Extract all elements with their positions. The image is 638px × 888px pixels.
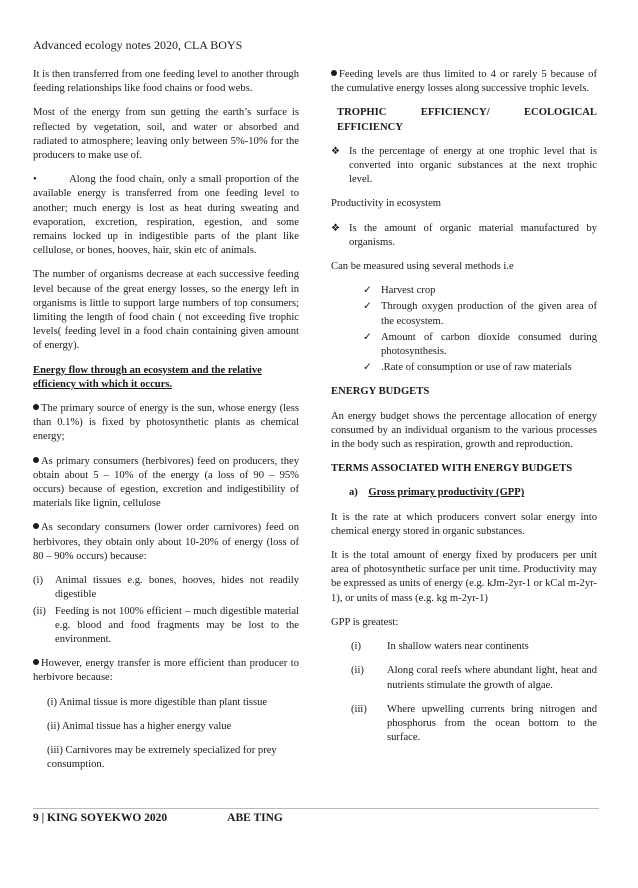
list-item (33, 574, 299, 602)
bullet-dot (33, 404, 39, 410)
list-item: (i) Animal tissue is more digestible than plant tissue (47, 696, 268, 708)
paragraph (33, 521, 299, 564)
paragraph: It is the rate at which producers convert solar energy into chemical energy stored in organic substances. (331, 511, 597, 537)
paragraph-text: The primary source of energy is the sun, whose energy (less than 0.1%) is fixed by photosynthetic plants as chemical energy; (33, 403, 299, 443)
list-text: Where upwelling currents bring nitrogen and phosphorus from the ocean bottom to the surface. (387, 703, 597, 744)
list-item (331, 222, 597, 250)
bullet-dot (33, 659, 39, 665)
diamond-bullet-icon: ❖ (331, 222, 340, 234)
list-text: Amount of carbon dioxide consumed during photosynthesis. (381, 331, 597, 358)
bullet-dot (33, 457, 39, 463)
diamond-list (331, 222, 597, 250)
paragraph: Most of the energy from sun getting the earth’s surface is reflected by vegetation, soil, and water or absorbed and radiated to atmosphere; leaving only between 5%-10% for the producers to make use of. (33, 107, 299, 162)
subsection-heading (349, 486, 597, 500)
list-text: Is the percentage of energy at one trophic level that is converted into organic substances at the next trophic level. (349, 145, 597, 186)
roman-list (351, 640, 597, 745)
list-item (363, 300, 597, 328)
paragraph-text: As secondary consumers (lower order carnivores) feed on herbivores, they obtain only about 10-20% of energy (loss of 80 – 90% occurs) because: (33, 522, 299, 562)
list-text: Is the amount of organic material manufactured by organisms. (349, 222, 597, 248)
paragraph-text: However, energy transfer is more efficient than producer to herbivore because: (33, 658, 299, 684)
diamond-bullet-icon: ❖ (331, 145, 340, 157)
paragraph (331, 68, 597, 96)
section-heading: ENERGY BUDGETS (331, 386, 430, 398)
sub-list (33, 696, 299, 773)
checkmark-icon: ✓ (363, 362, 372, 374)
checkmark-icon: ✓ (363, 285, 372, 297)
paragraph: It is then transferred from one feeding level to another through feeding relationships like food chains or food webs. (33, 69, 299, 95)
paragraph (33, 657, 299, 685)
paragraph: An energy budget shows the percentage allocation of energy consumed by an individual organism to the various processes in the body such as respiration, growth and reproduction. (331, 410, 597, 451)
right-column (331, 68, 597, 755)
list-item (363, 331, 597, 359)
list-text: In shallow waters near continents (387, 641, 529, 653)
list-item: (ii) Animal tissue has a higher energy value (47, 720, 232, 732)
list-text: Feeding is not 100% efficient – much digestible material e.g. blood and food fragments may be lost to the environment. (55, 605, 299, 645)
list-item: (iii) Carnivores may be extremely specialized for prey consumption. (47, 744, 277, 771)
list-item (351, 703, 597, 746)
heading-text: TROPHIC EFFICIENCY/ ECOLOGICAL EFFICIENCY (337, 107, 597, 133)
paragraph-text: Along the food chain, only a small proportion of the available energy is transferred from one feeding level to another; much energy is lost as heat during sweating and evaporation, excretion, respiration, egestion, and some remains locked up in indigestible parts of the plant like cellulose, or bones, hooves, hair, skin etc of animals. (33, 174, 299, 257)
paragraph (33, 173, 299, 258)
list-text: Harvest crop (381, 285, 436, 297)
checkmark-icon: ✓ (363, 331, 372, 343)
paragraph: Productivity in ecosystem (331, 198, 442, 210)
footer-author: ABE TING (227, 812, 283, 824)
bullet-dot (33, 523, 39, 529)
footer-page-label: 9 | KING SOYEKWO 2020 (33, 812, 168, 824)
list-marker: (ii) (351, 665, 364, 677)
paragraph: It is the total amount of energy fixed by producers per unit area of photosynthetic surface per unit time. Productivity may be expressed as units of energy (e.g. kJm-2yr-1 or kCal m-2yr-1), or units of mass (e.g. kg m-2yr-1) (331, 550, 597, 604)
section-heading (331, 106, 597, 134)
list-text: Through oxygen production of the given area of the ecosystem. (381, 301, 597, 327)
paragraph-text: As primary consumers (herbivores) feed on producers, they obtain about 5 – 10% of the energy (a loss of 90 – 95% occurs) because of egestion, excretion and indigestibility of materials like lignin, cellulose (33, 455, 299, 510)
checkmark-icon: ✓ (363, 301, 372, 313)
list-item (33, 605, 299, 648)
list-item (363, 361, 597, 375)
list-text: .Rate of consumption or use of raw materials (381, 362, 572, 374)
list-marker: (i) (351, 641, 361, 653)
checkmark-list (363, 284, 597, 375)
section-heading: Energy flow through an ecosystem and the relative efficiency with which it occurs. (33, 364, 262, 390)
paragraph: The number of organisms decrease at each successive feeding level because of the great energy losses, so the energy left in organisms is little to support large numbers of top consumers; limiting the length of food chain ( not exceeding five trophic levels( feeding level in a food chain containing given amount of energy). (33, 269, 299, 352)
list-item (351, 664, 597, 692)
paragraph-text: Feeding levels are thus limited to 4 or rarely 5 because of the cumulative energy losses along successive trophic levels. (331, 69, 597, 95)
section-heading: TERMS ASSOCIATED WITH ENERGY BUDGETS (331, 463, 573, 475)
paragraph: Can be measured using several methods i.e (331, 261, 514, 273)
list-marker: (ii) (33, 605, 46, 617)
numbered-list (33, 574, 299, 647)
left-column (33, 68, 299, 782)
subsection-title: Gross primary productivity (GPP) (368, 487, 525, 499)
list-text: Animal tissues e.g. bones, hooves, hides not readily digestible (55, 575, 299, 601)
page-header: Advanced ecology notes 2020, CLA BOYS (33, 38, 243, 52)
page-footer (33, 808, 599, 824)
list-marker: (iii) (351, 703, 367, 715)
bullet: • (33, 174, 37, 186)
list-marker: (i) (33, 575, 43, 587)
subsection-marker: a) (349, 487, 358, 499)
bullet-dot (331, 70, 337, 76)
list-item (363, 284, 597, 298)
paragraph (33, 455, 299, 512)
list-item (331, 145, 597, 188)
paragraph: GPP is greatest: (331, 616, 399, 628)
list-text: Along coral reefs where abundant light, heat and nutrients stimulate the growth of algae. (387, 665, 597, 691)
diamond-list (331, 145, 597, 188)
paragraph (33, 402, 299, 445)
list-item (351, 640, 597, 654)
